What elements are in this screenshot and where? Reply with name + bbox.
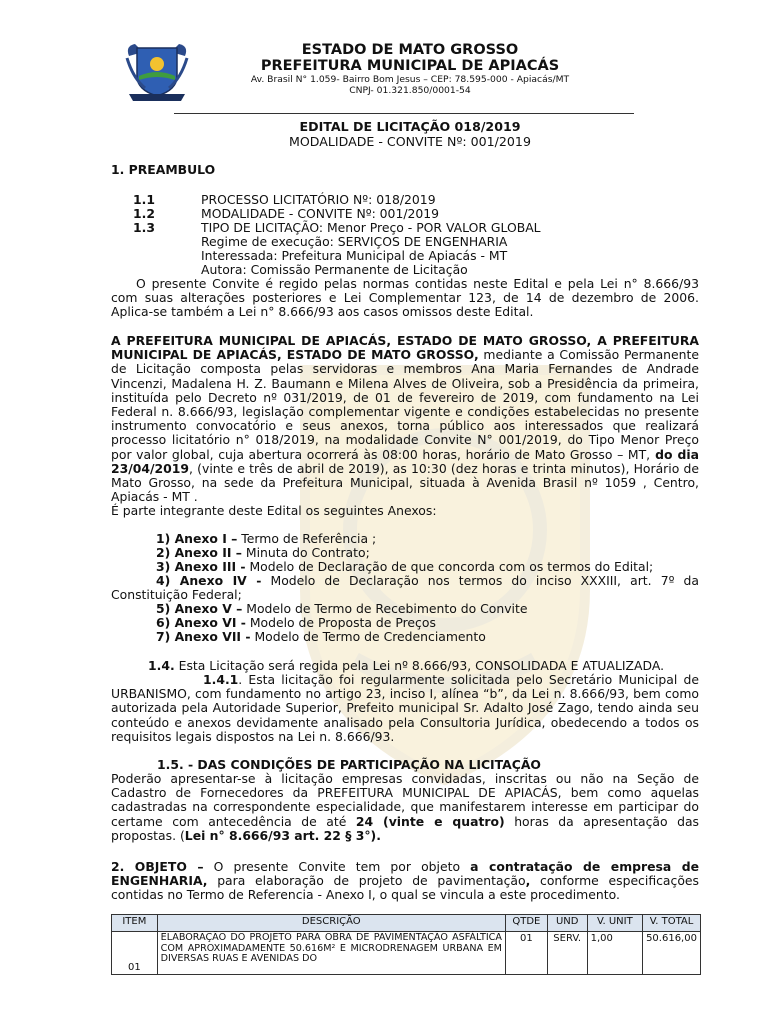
item-1-4-1-number: 1.4.1	[203, 672, 239, 687]
intro-text-a: mediante a Comissão Permanente de Licitação composta pelas servidoras e membros Ana Maria Fernandes de Andrade Vincenzi, Madalena H. Z. Baumann e Milena Alves de Oliveira, sob a Presidência da primeira, instituída pelo Decreto nº 031/2019, de 01 de fevereiro de 2019, com fundamento na Lei Federal n. 8.666/93, legislação complementar vigente e condições estabelecidas no presente instrumento convocatório e seus anexos, torna público aos interessados que realizará processo licitatório n° 018/2019, na modalidade Convite N° 001/2019, do Tipo Menor Preço por valor global, cuja abertura ocorrerá às 08:00 horas, horário de Mato Grosso – MT,	[111, 347, 699, 462]
preambulo-item	[111, 207, 699, 221]
annex-text: Modelo de Declaração nos termos do inciso XXXIII, art. 7º da	[261, 573, 699, 588]
intro-bold-lead: A PREFEITURA MUNICIPAL DE APIACÁS, ESTADO DE MATO GROSSO, A PREFEITURA MUNICIPAL DE APIACÁS, ESTADO DE MATO GROSSO,	[111, 333, 699, 363]
interessada-line: Interessada: Prefeitura Municipal de Apiacás - MT	[201, 248, 508, 263]
section-2-heading: 2. OBJETO –	[111, 859, 204, 874]
preambulo-item-text: PROCESSO LICITATÓRIO Nº: 018/2019	[201, 192, 436, 207]
intro-text-b: , (vinte e três de abril de 2019), as 10:30 (dez horas e trinta minutos), Horário de Mato Grosso, na sede da Prefeitura Municipal, situada à Avenida Brasil nº 1059 , Centro, Apiacás - MT .	[111, 460, 699, 505]
table-row	[112, 932, 701, 975]
annex-4-continuation: Constituição Federal;	[111, 587, 242, 602]
section-2-text-b: para elaboração de projeto de pavimentação	[207, 873, 526, 889]
cell-vtotal: 50.616,00	[643, 932, 701, 975]
section-1-5-bold-b: Lei n° 8.666/93 art. 22 § 3°).	[184, 827, 381, 843]
section-1-5-heading: 1.5. - DAS CONDIÇÕES DE PARTICIPAÇÃO NA LICITAÇÃO	[157, 757, 541, 772]
annex-label: 6) Anexo VI -	[156, 615, 246, 630]
intro-paragraph	[111, 334, 699, 504]
column-header-qtde: QTDE	[505, 915, 547, 932]
letterhead	[200, 42, 620, 96]
preambulo-item-text: TIPO DE LICITAÇÃO: Menor Preço - POR VALOR GLOBAL	[201, 220, 541, 235]
annex-label: 7) Anexo VII -	[156, 629, 251, 644]
preambulo-item-text: MODALIDADE - CONVITE Nº: 001/2019	[201, 206, 440, 221]
annex-text: Modelo de Termo de Credenciamento	[250, 629, 486, 644]
title-main: EDITAL DE LICITAÇÃO 018/2019	[299, 119, 521, 134]
regime-line: Regime de execução: SERVIÇOS DE ENGENHARIA	[201, 234, 508, 249]
autora-line: Autora: Comissão Permanente de Licitação	[201, 262, 468, 277]
section-2-bold-b: ,	[525, 873, 531, 889]
annex-item	[156, 630, 486, 644]
section-2-text-c: conforme especificações contidas no Termo de Referencia - Anexo I, o qual se vincula a este procedimento.	[111, 873, 699, 903]
annex-label: 1) Anexo I –	[156, 531, 238, 546]
annex-text: Termo de Referência ;	[237, 531, 377, 546]
section-1-5-paragraph	[111, 772, 699, 843]
preambulo-heading: 1. PREAMBULO	[111, 162, 216, 177]
preambulo-item-number: 1.3	[133, 220, 155, 235]
section-2-objeto	[111, 860, 699, 903]
letterhead-state: ESTADO DE MATO GROSSO	[301, 42, 519, 58]
column-header-vunit: V. UNIT	[587, 915, 642, 932]
preambulo-item-number: 1.1	[133, 192, 155, 207]
annex-text: Minuta do Contrato;	[241, 545, 370, 560]
section-2-bold-a: a contratação de empresa de ENGENHARIA,	[111, 859, 699, 889]
annex-label: 2) Anexo II –	[156, 545, 242, 560]
document-title	[200, 119, 620, 149]
annex-text: Modelo de Declaração de que concorda com os termos do Edital;	[245, 559, 654, 574]
preambulo-item-number: 1.2	[133, 206, 155, 221]
annex-label: 5) Anexo V –	[156, 601, 243, 616]
section-1-5-text-a: Poderão apresentar-se à licitação empresas convidadas, inscritas ou não na Seção de Cadastro de Fornecedores da PREFEITURA MUNICIPAL DE APIACÁS, bem como aquelas cadastradas na correspondente especialidade, que manifestarem interesse em participar do certame com antecedência de até	[111, 771, 699, 829]
column-header-descricao: DESCRIÇÃO	[157, 915, 505, 932]
column-header-vtotal: V. TOTAL	[643, 915, 701, 932]
annex-text: Modelo de Termo de Recebimento do Convite	[242, 601, 528, 616]
item-1-4-number: 1.4.	[148, 658, 175, 673]
annex-intro: É parte integrante deste Edital os seguintes Anexos:	[111, 503, 437, 518]
table-header-row	[112, 915, 701, 932]
preambulo-item	[111, 221, 699, 235]
title-sub: MODALIDADE - CONVITE Nº: 001/2019	[289, 134, 531, 149]
annex-text: Modelo de Proposta de Preços	[245, 615, 436, 630]
intro-bold-date: do dia 23/04/2019	[111, 446, 699, 476]
letterhead-cnpj: CNPJ- 01.321.850/0001-54	[349, 85, 471, 96]
column-header-und: UND	[547, 915, 587, 932]
preambulo-item	[111, 193, 699, 207]
item-1-4-1-text: . Esta licitação foi regularmente solicitada pelo Secretário Municipal de URBANISMO, com fundamento no artigo 23, inciso I, alínea “b”, da Lei n. 8.666/93, bem como autorizada pela Autoridade Superior, Prefeito municipal Sr. Adalto José Zago, tendo ainda seu conteúdo e anexos devidamente analisado pela Consultoria Jurídica, obedecendo a todos os requisitos legais dispostos na Lei n. 8.666/93.	[111, 672, 699, 744]
section-1-5-bold-a: 24 (vinte e quatro)	[355, 813, 505, 829]
items-table	[111, 914, 701, 975]
header-divider	[174, 113, 634, 114]
cell-descricao: ELABORAÇÃO DO PROJETO PARA OBRA DE PAVIMENTAÇÃO ASFÁLTICA COM APROXIMADAMENTE 50.616M² E MICRODRENAGEM URBANA EM DIVERSAS RUAS E AVENIDAS DO	[157, 932, 505, 975]
item-1-4-1	[111, 673, 699, 744]
cell-item: 01	[112, 932, 158, 975]
annex-label: 4) Anexo IV -	[156, 573, 262, 588]
section-2-text-a: O presente Convite tem por objeto	[203, 859, 471, 874]
letterhead-prefecture: PREFEITURA MUNICIPAL DE APIACÁS	[260, 58, 560, 74]
preambulo-paragraph: O presente Convite é regido pelas normas contidas neste Edital e pela Lei n° 8.666/93 com suas alterações posteriores e Lei Complementar 123, de 14 de dezembro de 2006. Aplica-se também a Lei n° 8.666/93 aos casos omissos deste Edital.	[111, 276, 699, 320]
section-1-5-text-b: horas da apresentação das propostas. (	[111, 813, 700, 843]
cell-vunit: 1,00	[587, 932, 642, 975]
cell-qtde: 01	[505, 932, 547, 975]
cell-und: SERV.	[547, 932, 587, 975]
item-1-4-text: Esta Licitação será regida pela Lei nº 8.666/93, CONSOLIDADA E ATUALIZADA.	[174, 658, 665, 673]
municipal-coat-of-arms-icon	[123, 38, 191, 104]
column-header-item: ITEM	[112, 915, 158, 932]
letterhead-address: Av. Brasil N° 1.059- Bairro Bom Jesus – CEP: 78.595-000 - Apiacás/MT	[250, 74, 570, 85]
annex-label: 3) Anexo III -	[156, 559, 246, 574]
